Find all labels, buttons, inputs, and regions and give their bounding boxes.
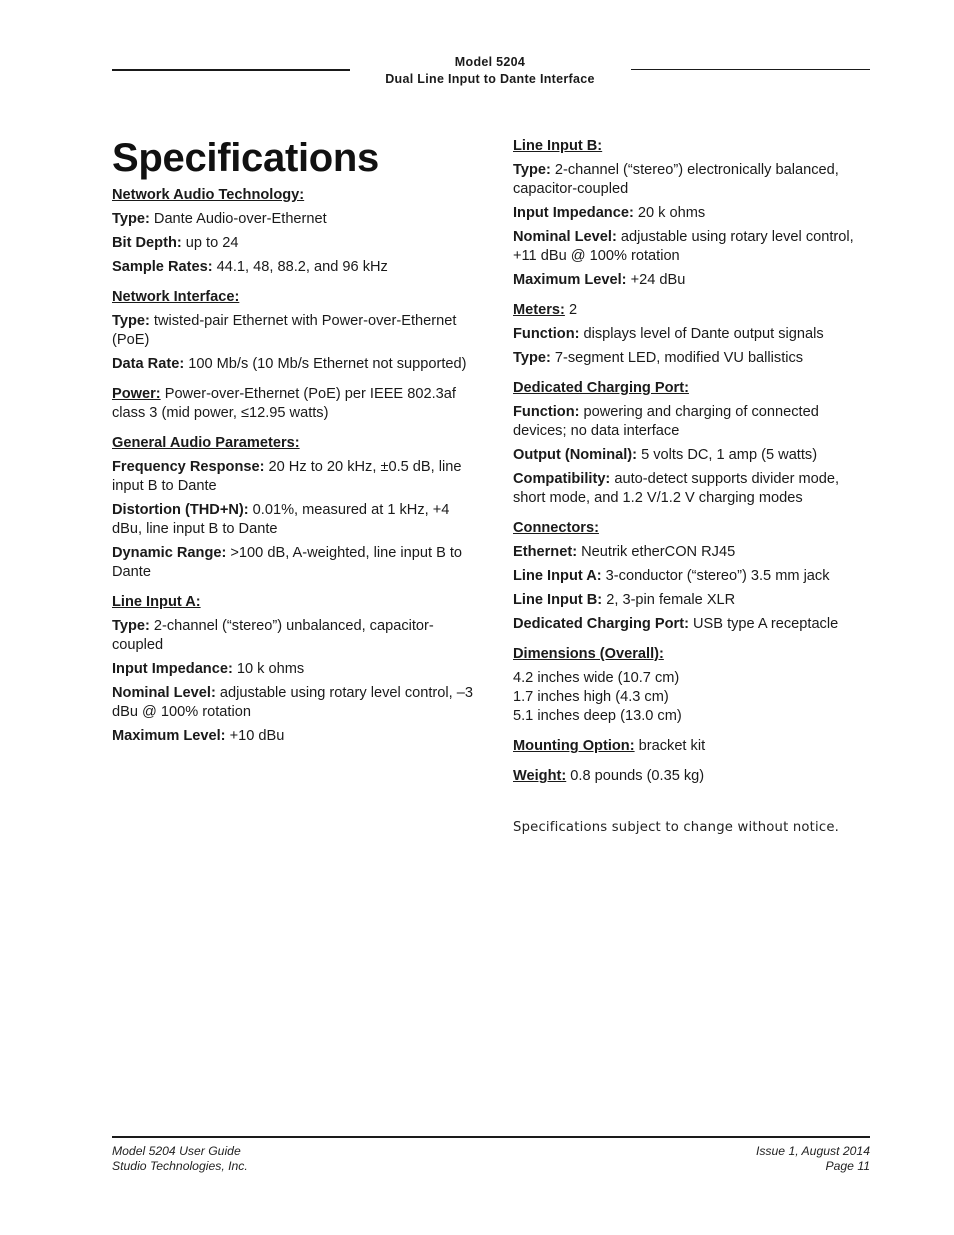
section-meters xyxy=(513,301,871,368)
spec-label: Meters: xyxy=(513,302,565,318)
section-charging-port xyxy=(513,379,871,508)
section-heading: Dimensions (Overall): xyxy=(513,646,664,662)
footer-right xyxy=(756,1144,870,1174)
header-model: Model 5204 xyxy=(454,55,526,69)
spec-label: Type: xyxy=(513,162,551,178)
spec-value: 20 k ohms xyxy=(633,205,706,221)
spec-value: Power-over-Ethernet (PoE) per IEEE 802.3af class 3 (mid power, ≤12.95 watts) xyxy=(112,386,456,421)
spec-label: Distortion (THD+N): xyxy=(112,502,249,518)
spec-label: Frequency Response: xyxy=(112,459,265,475)
footer-issue: Issue 1, August 2014 xyxy=(755,1144,870,1158)
section-weight xyxy=(513,767,871,786)
spec-value: +24 dBu xyxy=(626,272,686,288)
spec-line xyxy=(513,446,871,465)
section-mounting xyxy=(513,737,871,756)
spec-value: 2-channel (“stereo”) electronically balanced, capacitor-coupled xyxy=(513,162,839,197)
footer-rule xyxy=(112,1136,870,1138)
spec-label: Function: xyxy=(513,326,580,342)
header-rule-left xyxy=(112,69,350,71)
section-network-audio xyxy=(112,186,482,277)
spec-line xyxy=(513,470,871,508)
spec-line xyxy=(112,684,482,722)
spec-label: Output (Nominal): xyxy=(513,447,638,463)
spec-label: Type: xyxy=(112,313,150,329)
dimension-line: 1.7 inches high (4.3 cm) xyxy=(513,689,669,705)
section-heading: Connectors: xyxy=(513,520,599,536)
spec-value: >100 dB, A-weighted, line input B to Dante xyxy=(112,545,463,580)
footer-left xyxy=(112,1144,248,1174)
section-heading: Dedicated Charging Port: xyxy=(513,380,689,396)
footer-page-number: Page 11 xyxy=(825,1159,870,1173)
spec-value: 2, 3-pin female XLR xyxy=(602,592,736,608)
spec-line xyxy=(112,501,482,539)
spec-line xyxy=(513,767,871,786)
spec-line xyxy=(112,458,482,496)
page-title: Specifications xyxy=(112,136,379,180)
spec-label: Maximum Level: xyxy=(112,728,226,744)
spec-label: Type: xyxy=(112,618,150,634)
spec-label: Sample Rates: xyxy=(112,259,213,275)
section-line-input-b xyxy=(513,137,871,290)
spec-label: Type: xyxy=(513,350,551,366)
spec-value: up to 24 xyxy=(181,235,239,251)
section-heading: Line Input A: xyxy=(112,594,201,610)
section-connectors xyxy=(513,519,871,634)
footer-company: Studio Technologies, Inc. xyxy=(112,1159,248,1173)
spec-value: 100 Mb/s (10 Mb/s Ethernet not supported) xyxy=(184,356,467,372)
spec-value: 0.01%, measured at 1 kHz, +4 dBu, line input B to Dante xyxy=(112,502,450,537)
spec-value: bracket kit xyxy=(634,738,706,754)
spec-label: Input Impedance: xyxy=(513,205,634,221)
spec-label: Weight: xyxy=(513,768,567,784)
spec-label: Power: xyxy=(112,386,161,402)
spec-label: Dedicated Charging Port: xyxy=(513,616,689,632)
spec-line xyxy=(513,161,871,199)
dimension-line: 4.2 inches wide (10.7 cm) xyxy=(513,670,680,686)
section-heading: General Audio Parameters: xyxy=(112,435,300,451)
spec-line xyxy=(112,544,482,582)
section-line-input-a xyxy=(112,593,482,746)
spec-label: Data Rate: xyxy=(112,356,185,372)
spec-line xyxy=(513,271,871,290)
spec-value: 0.8 pounds (0.35 kg) xyxy=(566,768,705,784)
spec-label: Type: xyxy=(112,211,150,227)
footer-guide-name: Model 5204 User Guide xyxy=(112,1144,241,1158)
spec-value: Dante Audio-over-Ethernet xyxy=(149,211,327,227)
spec-label: Nominal Level: xyxy=(112,685,216,701)
spec-line xyxy=(112,355,482,374)
spec-label: Nominal Level: xyxy=(513,229,617,245)
spec-line xyxy=(112,258,482,277)
spec-line xyxy=(513,591,871,610)
running-header xyxy=(350,54,630,88)
spec-value: 2-channel (“stereo”) unbalanced, capacitor-coupled xyxy=(112,618,434,653)
right-column xyxy=(513,137,871,837)
spec-line xyxy=(112,660,482,679)
spec-value: adjustable using rotary level control, –3 dBu @ 100% rotation xyxy=(112,685,473,720)
spec-line xyxy=(513,204,871,223)
spec-label: Line Input A: xyxy=(513,568,602,584)
spec-value: auto-detect supports divider mode, short mode, and 1.2 V/1.2 V charging modes xyxy=(513,471,840,506)
spec-value: USB type A receptacle xyxy=(688,616,839,632)
section-heading: Network Audio Technology: xyxy=(112,187,305,203)
spec-label: Mounting Option: xyxy=(513,738,635,754)
spec-line xyxy=(513,301,871,320)
left-column xyxy=(112,135,482,757)
spec-line xyxy=(513,737,871,756)
section-dimensions xyxy=(513,645,871,726)
section-power xyxy=(112,385,482,423)
spec-line xyxy=(513,325,871,344)
spec-line xyxy=(513,543,871,562)
dimension-line: 5.1 inches deep (13.0 cm) xyxy=(513,708,682,724)
spec-value: 44.1, 48, 88.2, and 96 kHz xyxy=(212,259,388,275)
spec-value: 20 Hz to 20 kHz, ±0.5 dB, line input B to Dante xyxy=(112,459,462,494)
spec-label: Ethernet: xyxy=(513,544,578,560)
spec-value: 10 k ohms xyxy=(232,661,305,677)
spec-line xyxy=(513,228,871,266)
spec-line xyxy=(513,349,871,368)
spec-line xyxy=(112,617,482,655)
spec-value: 2 xyxy=(564,302,578,318)
spec-value: adjustable using rotary level control, +11 dBu @ 100% rotation xyxy=(513,229,854,264)
spec-line xyxy=(112,385,482,423)
spec-line xyxy=(513,615,871,634)
spec-label: Line Input B: xyxy=(513,592,603,608)
section-heading: Line Input B: xyxy=(513,138,603,154)
spec-label: Function: xyxy=(513,404,580,420)
spec-line xyxy=(112,727,482,746)
spec-value: 7-segment LED, modified VU ballistics xyxy=(550,350,804,366)
spec-value: powering and charging of connected devices; no data interface xyxy=(513,404,819,439)
spec-line xyxy=(513,567,871,586)
section-heading: Network Interface: xyxy=(112,289,240,305)
spec-line xyxy=(112,312,482,350)
spec-label: Bit Depth: xyxy=(112,235,182,251)
spec-label: Compatibility: xyxy=(513,471,611,487)
spec-label: Input Impedance: xyxy=(112,661,233,677)
spec-value: +10 dBu xyxy=(225,728,285,744)
spec-value: 3-conductor (“stereo”) 3.5 mm jack xyxy=(601,568,830,584)
spec-value: twisted-pair Ethernet with Power-over-Ethernet (PoE) xyxy=(112,313,457,348)
section-general-audio xyxy=(112,434,482,582)
spec-label: Maximum Level: xyxy=(513,272,627,288)
header-subtitle: Dual Line Input to Dante Interface xyxy=(385,72,595,86)
section-network-interface xyxy=(112,288,482,374)
spec-label: Dynamic Range: xyxy=(112,545,227,561)
spec-value: Neutrik etherCON RJ45 xyxy=(577,544,736,560)
spec-line xyxy=(112,210,482,229)
header-rule-right xyxy=(631,69,870,70)
specs-note: Specifications subject to change without notice. xyxy=(513,820,840,835)
spec-line xyxy=(513,403,871,441)
spec-value: 5 volts DC, 1 amp (5 watts) xyxy=(637,447,818,463)
spec-value: displays level of Dante output signals xyxy=(579,326,824,342)
spec-line xyxy=(112,234,482,253)
